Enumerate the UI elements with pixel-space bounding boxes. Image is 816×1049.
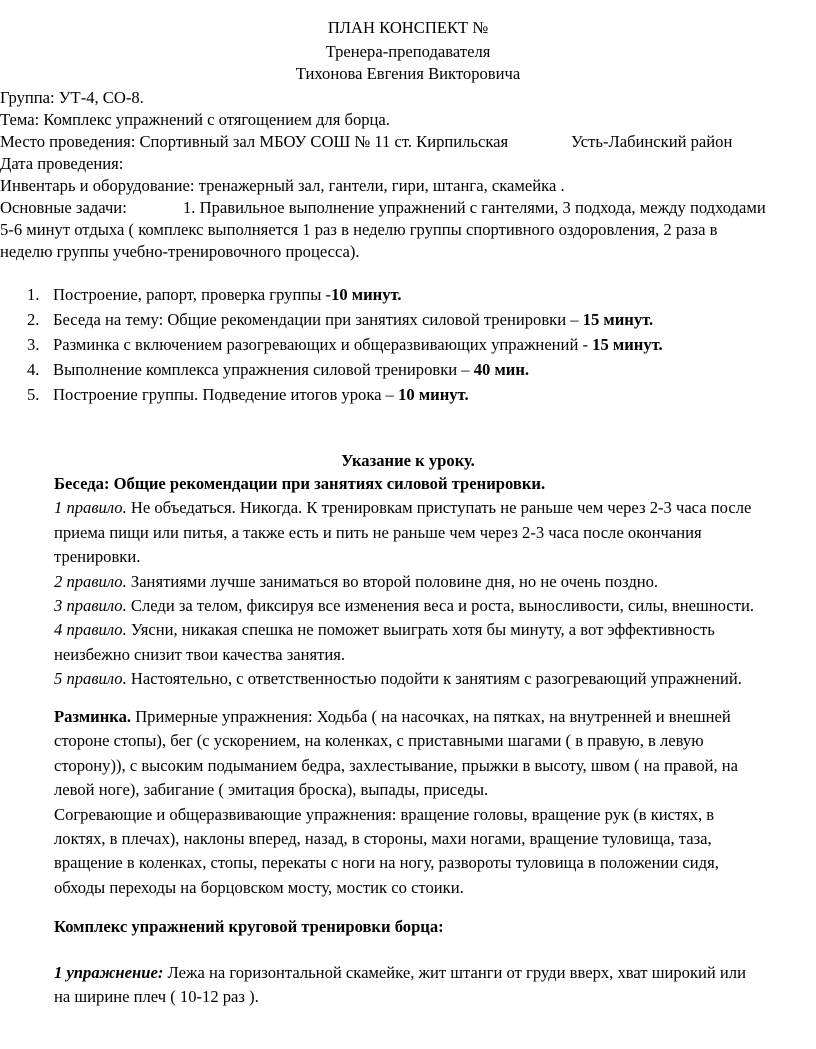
tasks-text-line2: 5-6 минут отдыха ( комплекс выполняется 1 раз в неделю группы спортивного оздоровления, 2 раза в [0, 220, 718, 239]
rule-label: 1 правило. [54, 498, 127, 518]
general-exercises-text: локтях, в плечах), наклоны вперед, назад, в стороны, махи ногами, вращение туловища, таза, [54, 829, 712, 849]
doc-subtitle-role: Тренера-преподавателя [325, 42, 491, 61]
warmup-text: левой ноге), забигание ( эмитация броска), выпады, приседы. [54, 780, 489, 800]
rule-text: Не объедаться. Никогда. К тренировкам приступать не раньше чем через 2-3 часа после [126, 498, 752, 518]
list-item-number: 1. [27, 285, 40, 304]
warmup-text: Примерные упражнения: Ходьба ( на насочках, на пятках, на внутренней и внешней [131, 707, 731, 726]
list-item-text: Построение группы. Подведение итогов урока – [53, 385, 399, 404]
warmup-text: стороне стопы), бег (с ускорением, на коленках, с приставными шагами ( в правую, в левую [54, 731, 704, 751]
rule-label: 5 правило. [54, 669, 127, 689]
exercise-text: Лежа на горизонтальной скамейке, жит штанги от груди вверх, хват широкий или [163, 963, 746, 982]
date-line: Дата проведения: [0, 154, 124, 173]
rule-label: 4 правило. [54, 620, 127, 640]
warmup-label: Разминка. [54, 707, 132, 726]
general-exercises-text: вращение в коленках, стопы, перекаты с ноги на ногу, развороты туловища в положении сидя, [54, 853, 719, 873]
exercise-1 [54, 961, 814, 1010]
rule-label: 2 правило. [54, 571, 127, 591]
rule-text: Занятиями лучше заниматься во второй половине дня, но не очень поздно. [126, 571, 659, 591]
list-item-text: Построение, рапорт, проверка группы - [53, 285, 332, 304]
rule-1 [54, 496, 814, 569]
rule-3 [54, 594, 814, 618]
guidance-section [54, 472, 814, 692]
guidance-title: Указание к уроку. [341, 451, 475, 470]
list-item-text: Беседа на тему: Общие рекомендации при занятиях силовой тренировки – [53, 310, 583, 329]
list-item-text: Выполнение комплекса упражнения силовой тренировки – [53, 360, 474, 379]
doc-subtitle-name: Тихонова Евгения Викторовича [295, 64, 521, 83]
rule-text: Настоятельно, с ответственностью подойти к занятиям с разогревающий упражнений. [126, 669, 742, 689]
general-exercises-text: Согревающие и общеразвивающие упражнения: вращение головы, вращение рук (в кистях, в [54, 804, 715, 824]
exercise-text: на ширине плеч ( 10-12 раз ). [54, 987, 259, 1007]
rule-text: неизбежно снизит твои качества занятия. [54, 644, 346, 664]
topic-line: Тема: Комплекс упражнений с отягощением для борца. [0, 110, 390, 129]
list-item-duration: 10 минут. [331, 285, 402, 304]
rule-4 [54, 618, 814, 667]
group-line: Группа: УТ-4, СО-8. [0, 88, 144, 107]
exercise-label: 1 упражнение: [54, 963, 164, 982]
rule-text: Следи за телом, фиксируя все изменения веса и роста, выносливости, силы, внешности. [126, 596, 755, 616]
doc-title: ПЛАН КОНСПЕКТ № [327, 18, 489, 37]
list-item-duration: 15 минут. [582, 310, 654, 329]
rule-text: тренировки. [54, 547, 141, 567]
rule-label: 3 правило. [54, 596, 127, 616]
list-item-duration: 15 минут. [592, 335, 663, 354]
list-item-number: 4. [27, 360, 40, 379]
list-item-duration: 40 мин. [473, 360, 530, 379]
place-line: Место проведения: Спортивный зал МБОУ СОШ № 11 ст. Кирпильская [0, 132, 509, 151]
list-item-number: 3. [27, 335, 40, 354]
warmup-text: сторону)), с высоким подыманием бедра, захлестывание, прыжки в высоту, швом ( на правой, на [54, 755, 739, 775]
list-item-number: 5. [27, 385, 40, 404]
tasks-text-line1: 1. Правильное выполнение упражнений с гантелями, 3 подхода, между подходами [183, 198, 766, 217]
complex-title: Комплекс упражнений круговой тренировки борца: [54, 917, 444, 936]
warmup-section [54, 705, 814, 900]
list-item-duration: 10 минут. [398, 385, 469, 404]
equipment-line: Инвентарь и оборудование: тренажерный зал, гантели, гири, штанга, скамейка . [0, 176, 565, 195]
rule-text: Уясни, никакая спешка не поможет выиграть хотя бы минуту, а вот эффективность [126, 620, 715, 640]
district-text: Усть-Лабинский район [571, 132, 733, 151]
general-exercises-text: обходы переходы на борцовском мосту, мостик со стоики. [54, 877, 464, 897]
rule-5 [54, 667, 814, 691]
talk-title: Беседа: Общие рекомендации при занятиях силовой тренировки. [54, 474, 546, 493]
rule-2 [54, 570, 814, 594]
rule-text: приема пищи или питья, а также есть и пить не раньше чем через 2-3 часа после окончания [54, 522, 702, 542]
tasks-text-line3: неделю группы учебно-тренировочного процесса). [0, 242, 360, 261]
list-item-text: Разминка с включением разогревающих и общеразвивающих упражнений - [53, 335, 593, 354]
tasks-label: Основные задачи: [0, 198, 127, 217]
list-item-number: 2. [27, 310, 40, 329]
